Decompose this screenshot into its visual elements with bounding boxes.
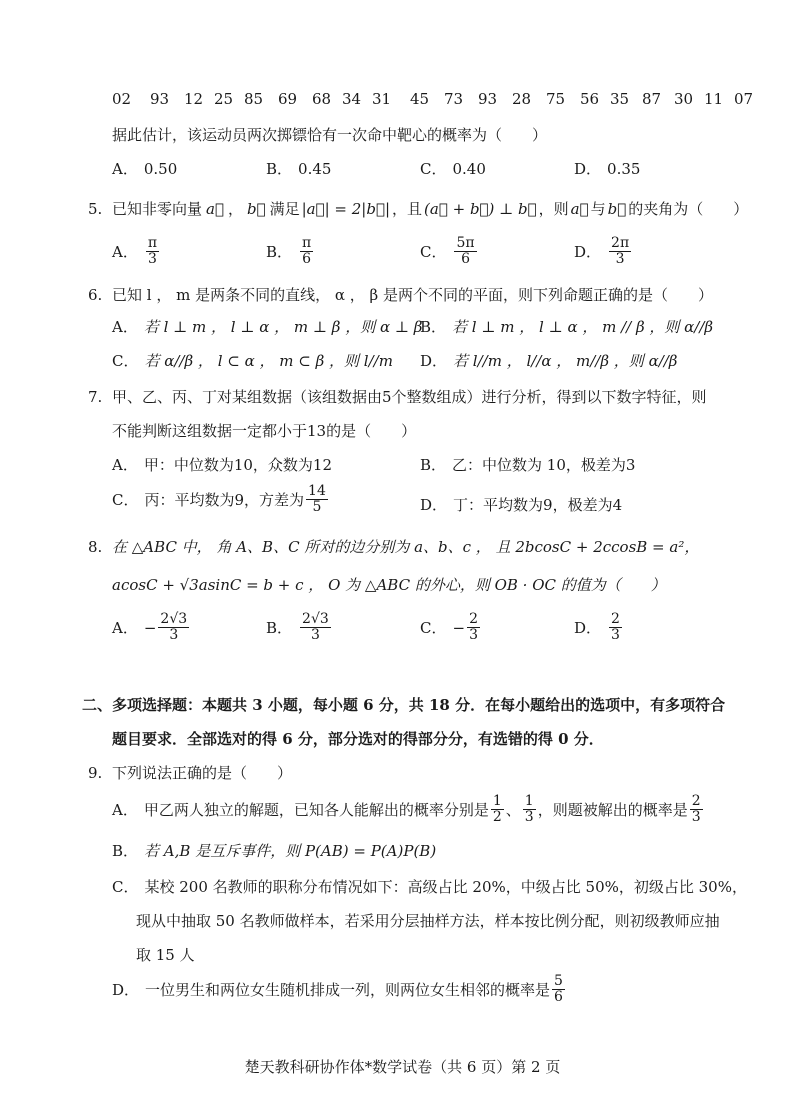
q8-option-c: C． − $\frac{2}{3}$ <box>420 611 478 644</box>
rn: 93 <box>478 90 498 108</box>
section2-heading: 二、多项选择题：本题共 3 小题，每小题 6 分，共 18 分．在每小题给出的选项中，有多项符合 <box>82 696 726 714</box>
q8-option-a: A． − $\frac{2√3}{3}$ <box>112 611 188 644</box>
q7-option-b: B． 乙：中位数为 10，极差为3 <box>420 456 636 474</box>
q9-option-b: B． 若 A,B 是互斥事件，则 P(AB) = P(A)P(B) <box>112 842 437 860</box>
rn: 73 <box>444 90 464 108</box>
q8-option-d: D． $\frac{2}{3}$ <box>574 611 620 644</box>
q6-option-d: D． 若 l//m ， l//α ， m//β ，则 α//β <box>420 352 678 370</box>
rn: 12 <box>184 90 204 108</box>
q8-line1: 在 △ABC 中， 角 A、B、C 所对的边分别为 a、b、c ， 且 2bcosC + 2ccosB = a²， <box>112 538 700 556</box>
q5-stem: 已知非零向量 a⃗ ， b⃗ 满足 |a⃗| = 2|b⃗| ，且 (a⃗ + b⃗) ⊥ b⃗ ，则 a⃗ 与 b⃗ 的夹角为（ ） <box>112 199 749 218</box>
q9-option-c-line2: 现从中抽取 50 名教师做样本，若采用分层抽样方法，样本按比例分配，则初级教师应抽 <box>136 912 720 930</box>
rn: 30 <box>674 90 694 108</box>
rn: 02 <box>112 90 132 108</box>
q9-number: 9. <box>88 764 103 782</box>
q8-option-b: B． $\frac{2√3}{3}$ <box>266 611 329 644</box>
rn: 75 <box>546 90 566 108</box>
rn: 87 <box>642 90 662 108</box>
q5-option-a: A． $\frac{\pi}{3}$ <box>112 235 158 268</box>
q6-number: 6. <box>88 286 103 304</box>
q4-option-c: C． 0.40 <box>420 159 486 178</box>
q4-option-d: D． 0.35 <box>574 159 641 178</box>
rn: 93 <box>150 90 170 108</box>
q9-option-c-line3: 取 15 人 <box>136 946 195 964</box>
q6-option-c: C． 若 α//β ， l ⊂ α ， m ⊂ β ，则 l//m <box>112 352 393 370</box>
rn: 35 <box>610 90 630 108</box>
q7-option-d: D． 丁：平均数为9，极差为4 <box>420 496 623 514</box>
q4-option-b: B． 0.45 <box>266 159 332 178</box>
rn: 85 <box>244 90 264 108</box>
rn: 68 <box>312 90 332 108</box>
q5-option-b: B． $\frac{\pi}{6}$ <box>266 235 312 268</box>
q6-stem: 已知 l ， m 是两条不同的直线， α ， β 是两个不同的平面，则下列命题正确的是（ ） <box>112 286 713 304</box>
q8-line2: acosC + √3asinC = b + c ， O 为 △ABC 的外心，则 OB · OC 的值为（ ） <box>112 576 666 594</box>
q5-option-d: D． $\frac{2\pi}{3}$ <box>574 235 630 268</box>
q8-number: 8. <box>88 538 103 556</box>
page-footer: 楚天教科研协作体*数学试卷（共 6 页）第 2 页 <box>244 1058 561 1076</box>
rn: 34 <box>342 90 362 108</box>
q5-number: 5. <box>88 200 103 218</box>
section2-heading-cont: 题目要求．全部选对的得 6 分，部分选对的得部分分，有选错的得 0 分． <box>112 730 604 748</box>
rn: 07 <box>734 90 754 108</box>
q7-option-a: A． 甲：中位数为10，众数为12 <box>112 456 333 474</box>
rn: 11 <box>704 90 724 108</box>
q7-number: 7. <box>88 388 103 406</box>
q6-option-a: A． 若 l ⊥ m ， l ⊥ α ， m ⊥ β ，则 α ⊥ β <box>112 318 423 336</box>
q7-stem-line2: 不能判断这组数据一定都小于13的是（ ） <box>112 422 417 440</box>
rn: 45 <box>410 90 430 108</box>
random-number-table <box>112 90 753 108</box>
q9-option-d: D． 一位男生和两位女生随机排成一列，则两位女生相邻的概率是 $\frac{5}{6}$ <box>112 973 563 1006</box>
q6-option-b: B． 若 l ⊥ m ， l ⊥ α ， m // β ，则 α//β <box>420 318 714 336</box>
q4-stem: 据此估计，该运动员两次掷镖恰有一次命中靶心的概率为（ ） <box>112 126 548 144</box>
q7-stem-line1: 甲、乙、丙、丁对某组数据（该组数据由5个整数组成）进行分析，得到以下数字特征，则 <box>112 388 707 406</box>
rn: 31 <box>372 90 392 108</box>
rn: 25 <box>214 90 234 108</box>
rn: 69 <box>278 90 298 108</box>
q7-option-c: C． 丙：平均数为9，方差为 $\frac{14}{5}$ <box>112 483 326 516</box>
q9-stem: 下列说法正确的是（ ） <box>112 764 293 782</box>
rn: 28 <box>512 90 532 108</box>
q5-option-c: C． $\frac{5\pi}{6}$ <box>420 235 475 268</box>
q9-option-c: C． 某校 200 名教师的职称分布情况如下：高级占比 20%，中级占比 50%，初级占比 30%， <box>112 878 747 896</box>
q4-option-a: A． 0.50 <box>112 159 178 178</box>
q9-option-a: A． 甲乙两人独立的解题，已知各人能解出的概率分别是 $\frac{1}{2}$ 、 $\frac{1}{3}$ ，则题被解出的概率是 $\frac{2}{3}$ <box>112 793 701 826</box>
rn: 56 <box>580 90 600 108</box>
